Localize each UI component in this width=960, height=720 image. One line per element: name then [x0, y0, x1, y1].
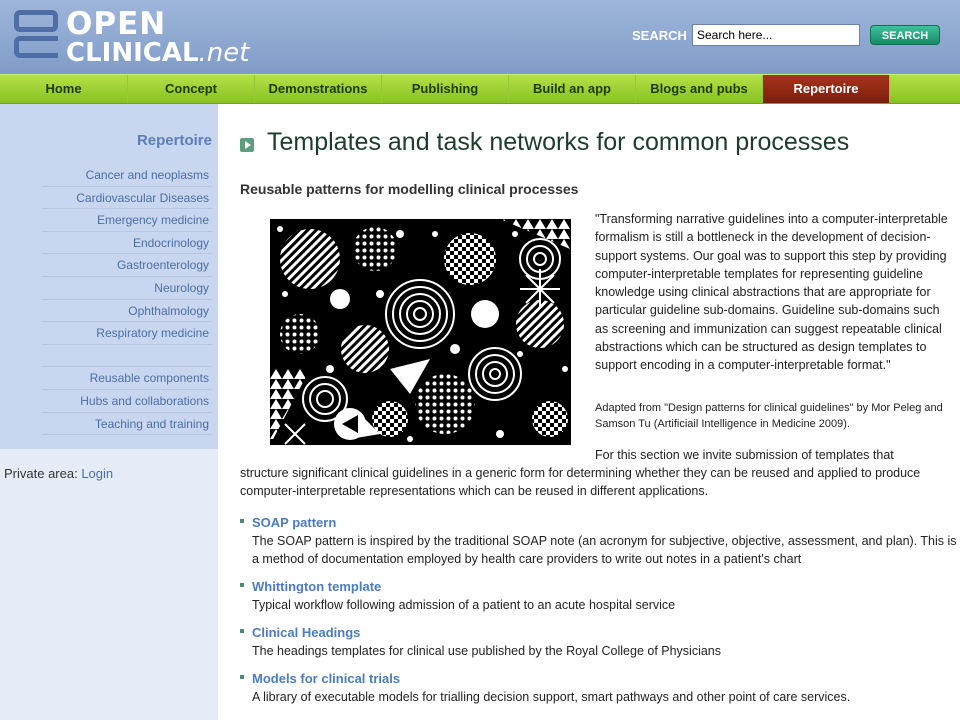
sidebar-item-hubs[interactable]: Hubs and collaborations — [42, 390, 212, 413]
play-arrow-icon — [240, 138, 254, 152]
sidebar-item-cancer[interactable]: Cancer and neoplasms — [42, 164, 212, 187]
search-input[interactable] — [692, 24, 860, 46]
clinical-headings-link[interactable]: Clinical Headings — [252, 625, 361, 640]
link-description: Typical workflow following admission of a patient to an acute hospital service — [252, 598, 676, 612]
sidebar-item-respiratory[interactable]: Respiratory medicine — [42, 322, 212, 345]
sidebar-title[interactable]: Repertoire — [136, 132, 212, 149]
main-content — [240, 104, 960, 720]
sidebar-item-neurology[interactable]: Neurology — [42, 277, 212, 300]
intro-text: structure significant clinical guidelines in a generic form for determining whether they can be reused and applied to produce computer-interpretable representations which can be reused in different applications. — [240, 466, 921, 498]
sidebar-list — [42, 164, 212, 435]
login-link[interactable]: Login — [81, 466, 114, 481]
clinical-trials-link[interactable]: Models for clinical trials — [252, 671, 401, 686]
whittington-template-link[interactable]: Whittington template — [252, 579, 382, 594]
nav-concept[interactable]: Concept — [128, 75, 255, 103]
list-item — [240, 670, 960, 706]
logo-icon — [14, 8, 60, 58]
sidebar — [0, 104, 218, 720]
link-description: A library of executable models for trialling decision support, smart pathways and other point of care services. — [252, 690, 851, 704]
bullet-icon — [240, 519, 244, 523]
private-area-label: Private area: — [4, 466, 78, 481]
bullet-icon — [240, 675, 244, 679]
sidebar-item-gastroenterology[interactable]: Gastroenterology — [42, 254, 212, 277]
page-title: Templates and task networks for common processes — [267, 128, 850, 156]
sidebar-divider — [42, 345, 212, 368]
sidebar-item-ophthalmology[interactable]: Ophthalmology — [42, 300, 212, 323]
sidebar-item-cardiovascular[interactable]: Cardiovascular Diseases — [42, 187, 212, 210]
geometric-pattern-image — [270, 219, 571, 445]
site-header — [0, 0, 960, 74]
logo-text-open: OPEN — [66, 6, 167, 42]
nav-build-an-app[interactable]: Build an app — [509, 75, 636, 103]
sidebar-panel — [0, 104, 218, 449]
link-description: The SOAP pattern is inspired by the traditional SOAP note (an acronym for subjective, objective, assessment, and plan). This is a method of documentation employed by health care providers to write out notes in a patient's chart — [252, 534, 957, 566]
nav-blogs-and-pubs[interactable]: Blogs and pubs — [636, 75, 763, 103]
sidebar-item-teaching[interactable]: Teaching and training — [42, 413, 212, 436]
sidebar-item-emergency[interactable]: Emergency medicine — [42, 209, 212, 232]
nav-publishing[interactable]: Publishing — [382, 75, 509, 103]
list-item — [240, 624, 960, 660]
list-item — [240, 514, 960, 568]
sidebar-item-endocrinology[interactable]: Endocrinology — [42, 232, 212, 255]
private-area — [4, 466, 113, 481]
guideline-quote: "Transforming narrative guidelines into a computer-interpretable formalism is still a bottleneck in the development of decision-support systems. Our goal was to support this step by providing computer-interpretable templates for representing guideline knowledge using clinical abstractions that are appropriate for particular guideline sub-domains. Guideline sub-domains such as screening and immunization can suggest repeatable clinical abstractions which can be structured as design templates to support encoding in a computer-interpretable format." — [595, 212, 948, 373]
nav-home[interactable]: Home — [0, 75, 128, 103]
template-list — [240, 514, 960, 716]
soap-pattern-link[interactable]: SOAP pattern — [252, 515, 337, 530]
intro-text-line1: For this section we invite submission of templates that — [595, 448, 894, 462]
logo-text-clinical: CLINICAL.net — [66, 38, 250, 68]
search-label: SEARCH — [632, 28, 687, 43]
bullet-icon — [240, 583, 244, 587]
bullet-icon — [240, 629, 244, 633]
sidebar-item-reusable-components[interactable]: Reusable components — [42, 367, 212, 390]
page-subtitle: Reusable patterns for modelling clinical processes — [240, 181, 579, 197]
search-button[interactable]: SEARCH — [870, 25, 940, 45]
site-logo[interactable] — [14, 8, 264, 66]
quote-credit: Adapted from "Design patterns for clinical guidelines" by Mor Peleg and Samson Tu (Artificiail Intelligence in Medicine 2009). — [595, 402, 943, 430]
list-item — [240, 578, 960, 614]
link-description: The headings templates for clinical use published by the Royal College of Physicians — [252, 644, 722, 658]
sidebar-lower — [0, 449, 218, 720]
nav-repertoire[interactable]: Repertoire — [763, 75, 890, 103]
main-nav — [0, 74, 960, 104]
nav-demonstrations[interactable]: Demonstrations — [255, 75, 382, 103]
